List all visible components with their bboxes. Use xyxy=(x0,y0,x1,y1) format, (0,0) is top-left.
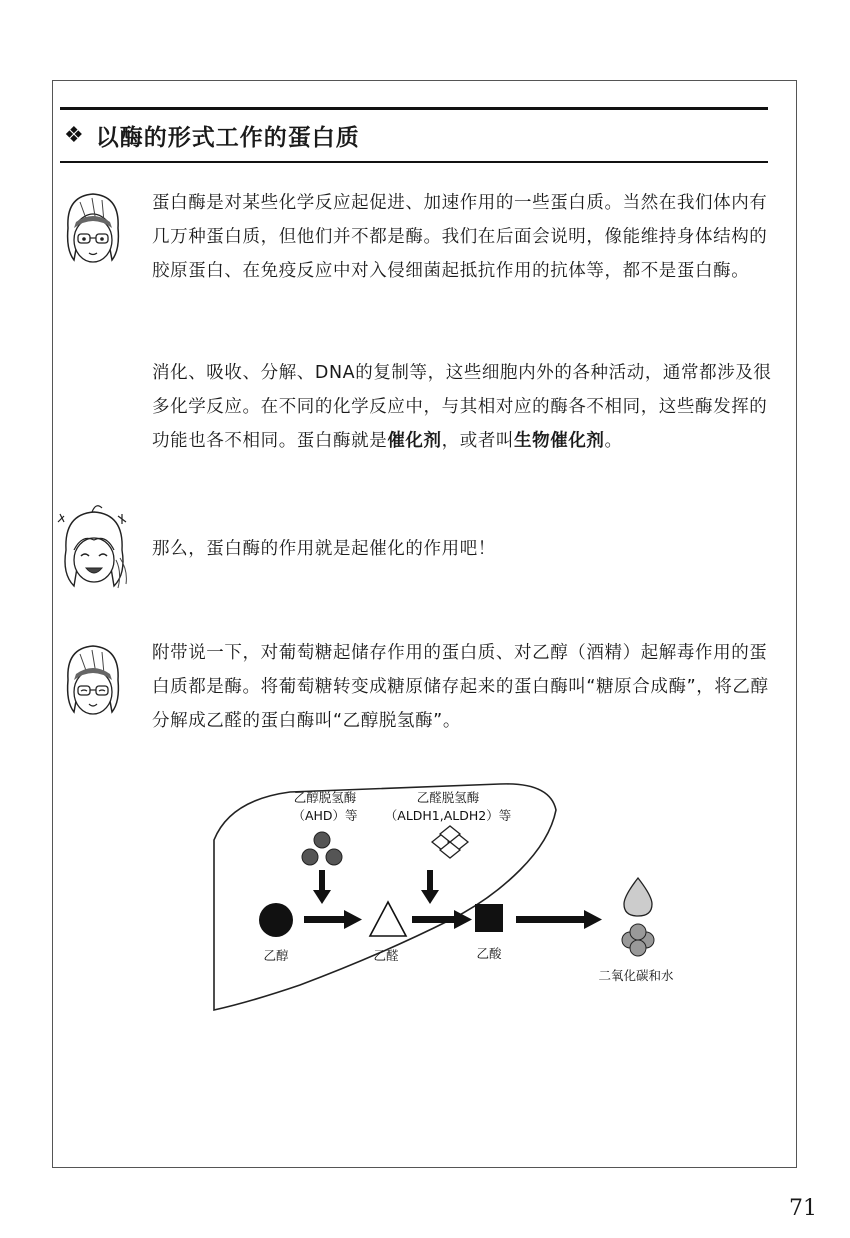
products-label: 二氧化碳和水 xyxy=(598,968,674,983)
enzyme2-name: 乙醛脱氢酶 xyxy=(416,790,480,805)
co2-cloud-icon xyxy=(622,924,654,956)
section-title: 以酶的形式工作的蛋白质 xyxy=(95,125,360,151)
teacher-avatar xyxy=(58,188,128,274)
paragraph-1: 蛋白酶是对某些化学反应起促进、加速作用的一些蛋白质。当然在我们体内有几万种蛋白质，但他们并不都是酶。我们在后面会说明，像能维持身体结构的胶原蛋白、在免疫反应中对入侵细菌起抵抗作用的抗体等，都不是蛋白酶。 xyxy=(152,193,768,281)
ethanol-label: 乙醇 xyxy=(263,948,289,963)
acetic-acid-square xyxy=(475,904,503,932)
page-number: 71 xyxy=(789,1196,817,1221)
enzyme1-down-arrow xyxy=(313,870,331,904)
paragraph-2-text-c: 。 xyxy=(604,431,623,451)
term-biocatalyst: 生物催化剂 xyxy=(514,431,605,451)
acetic-acid-label: 乙酸 xyxy=(476,946,502,961)
diamond-cluster-icon: ❖ xyxy=(64,123,84,148)
section-title-bar xyxy=(60,107,768,163)
arrow-acetic-acid-to-products xyxy=(516,910,602,929)
paragraph-4: 附带说一下，对葡萄糖起储存作用的蛋白质、对乙醇（酒精）起解毒作用的蛋白质都是酶。将葡萄糖转变成糖原储存起来的蛋白酶叫“糖原合成酶”，将乙醇分解成乙醛的蛋白酶叫“乙醇脱氢酶”。 xyxy=(152,643,769,731)
enzyme1-icon xyxy=(302,832,342,865)
enzyme2-abbr: （ALDH1,ALDH2）等 xyxy=(384,808,512,823)
enzyme2-down-arrow xyxy=(421,870,439,904)
acetaldehyde-triangle xyxy=(370,902,406,936)
paragraph-2 xyxy=(152,356,777,458)
enzyme1-name: 乙醇脱氢酶 xyxy=(293,790,357,805)
teacher-avatar-2 xyxy=(58,640,128,726)
water-drop-icon xyxy=(624,878,652,916)
enzyme2-icon xyxy=(432,826,468,858)
acetaldehyde-label: 乙醛 xyxy=(373,948,399,963)
arrow-ethanol-to-acetaldehyde xyxy=(304,910,362,929)
paragraph-3: 那么，蛋白酶的作用就是起催化的作用吧！ xyxy=(152,539,496,559)
enzyme1-abbr: （AHD）等 xyxy=(292,808,358,823)
ethanol-circle xyxy=(259,903,293,937)
paragraph-2-text-a: 消化、吸收、分解、DNA的复制等，这些细胞内外的各种活动，通常都涉及很多化学反应。在不同的化学反应中，与其相对应的酶各不相同，这些酶发挥的功能也各不相同。蛋白酶就是 xyxy=(152,363,772,451)
liver-metabolism-diagram xyxy=(200,780,680,1020)
student-avatar xyxy=(52,500,136,596)
term-catalyst: 催化剂 xyxy=(387,431,442,451)
paragraph-2-text-b: ，或者叫 xyxy=(441,431,515,451)
